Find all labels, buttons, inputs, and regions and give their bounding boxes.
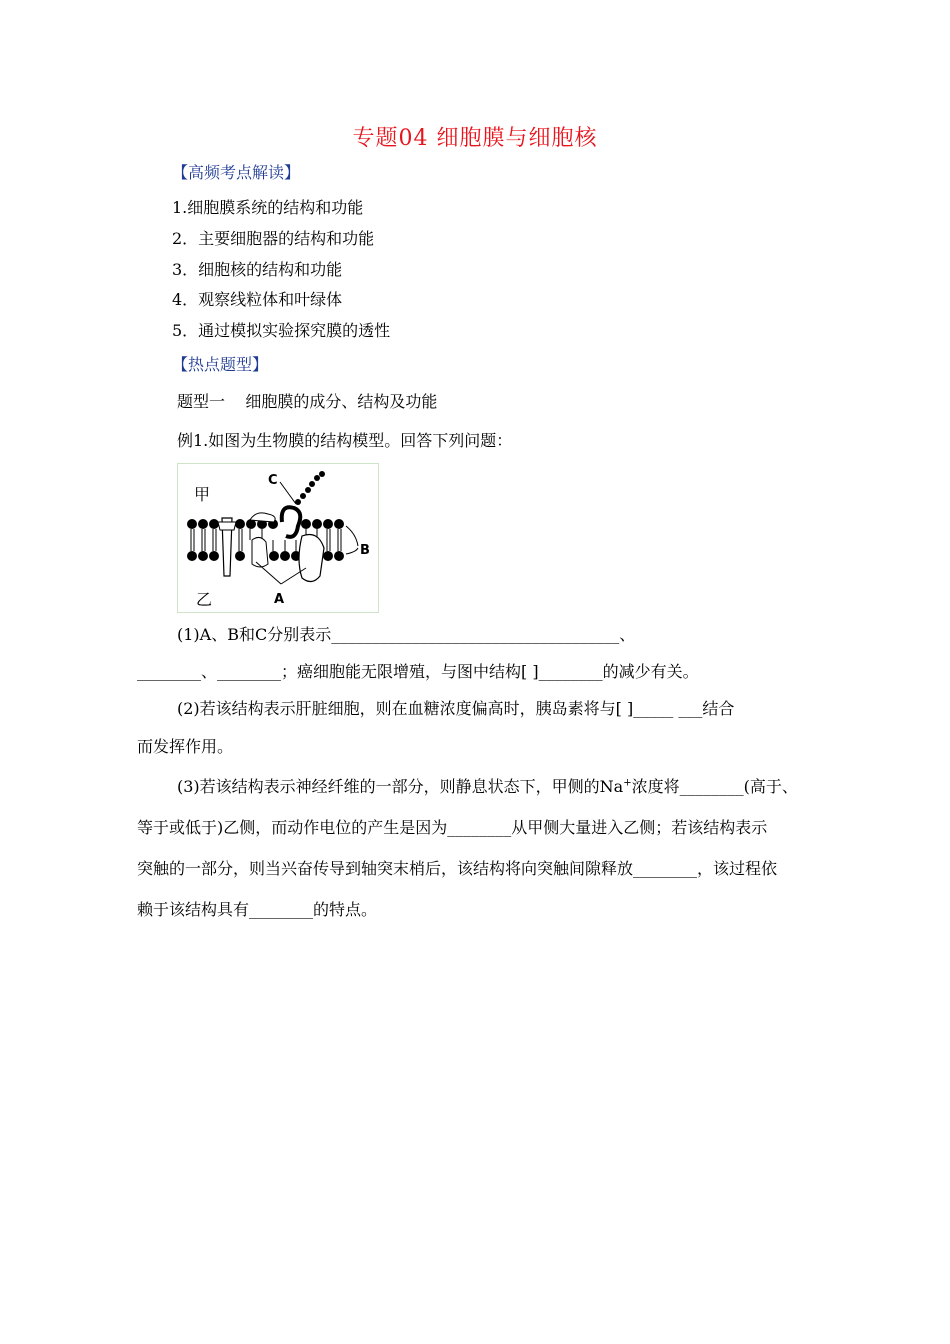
question-2-line-1: (2)若该结构表示肝脏细胞，则在血糖浓度偏高时，胰岛素将与[ ]_____ ___结合 bbox=[177, 699, 735, 718]
question-2-line-2: 而发挥作用。 bbox=[137, 737, 234, 756]
question-1-line-1: (1)A、B和C分别表示____________________________________、 bbox=[177, 625, 636, 644]
example-prompt: 例1.如图为生物膜的结构模型。回答下列问题： bbox=[177, 431, 513, 450]
label-b: B bbox=[360, 543, 370, 558]
question-3-line-1-a: (3)若该结构表示神经纤维的一部分，则静息状态下，甲侧的Na bbox=[177, 777, 624, 796]
label-jia: 甲 bbox=[194, 485, 211, 504]
question-3-line-4: 赖于该结构具有________的特点。 bbox=[137, 900, 378, 919]
key-point-5: 5．通过模拟实验探究膜的透性 bbox=[172, 321, 391, 340]
question-3-line-1 bbox=[177, 777, 798, 797]
page-title: 专题04 细胞膜与细胞核 bbox=[352, 126, 598, 151]
key-point-3: 3．细胞核的结构和功能 bbox=[172, 260, 343, 279]
question-3-line-1-b: 浓度将________(高于、 bbox=[631, 777, 798, 796]
sodium-charge-superscript: + bbox=[623, 777, 632, 789]
embedded-protein-middle bbox=[252, 537, 268, 567]
sugar-chain bbox=[295, 471, 325, 505]
key-point-4: 4．观察线粒体和叶绿体 bbox=[172, 290, 343, 309]
membrane-diagram-svg bbox=[178, 464, 378, 612]
question-3-line-3: 突触的一部分，则当兴奋传导到轴突末梢后，该结构将向突触间隙释放________，该过程依 bbox=[137, 859, 778, 878]
key-point-2: 2．主要细胞器的结构和功能 bbox=[172, 229, 375, 248]
embedded-protein-right bbox=[299, 535, 324, 582]
channel-protein-cap bbox=[218, 522, 236, 530]
question-type-heading: 题型一 细胞膜的成分、结构及功能 bbox=[177, 392, 438, 411]
glycoprotein-loop bbox=[282, 507, 301, 537]
label-c: C bbox=[268, 473, 278, 488]
section-header-hot-topics: 【热点题型】 bbox=[172, 355, 269, 374]
key-point-1: 1.细胞膜系统的结构和功能 bbox=[172, 198, 364, 217]
label-yi: 乙 bbox=[196, 590, 213, 609]
membrane-diagram bbox=[177, 463, 379, 613]
section-header-key-points: 【高频考点解读】 bbox=[172, 163, 301, 182]
peripheral-protein-top bbox=[250, 513, 275, 522]
label-a: A bbox=[274, 592, 285, 607]
question-1-line-2: ________、________；癌细胞能无限增殖，与图中结构[ ]________的减少有关。 bbox=[137, 662, 699, 681]
question-3-line-2: 等于或低于)乙侧，而动作电位的产生是因为________从甲侧大量进入乙侧；若该结构表示 bbox=[137, 818, 768, 837]
